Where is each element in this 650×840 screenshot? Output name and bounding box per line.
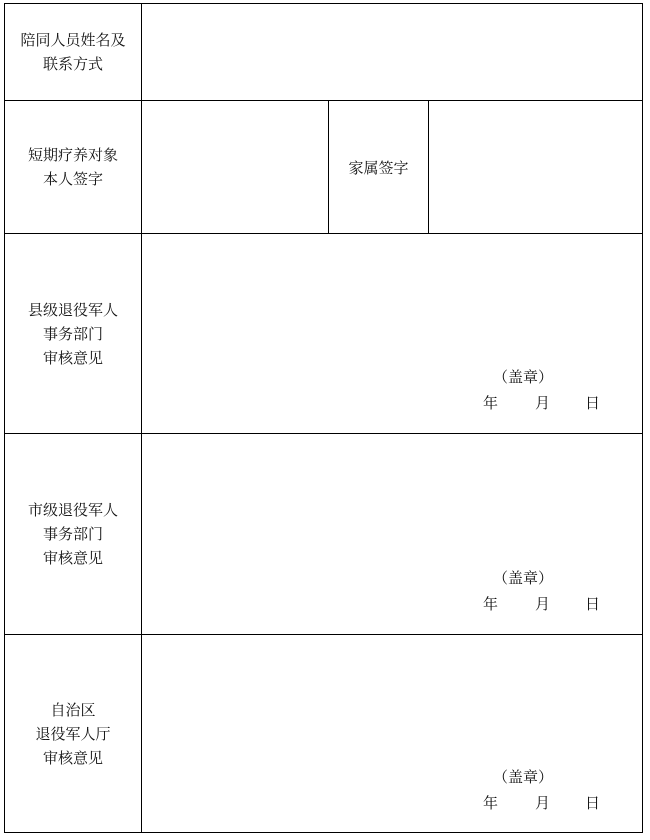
seal-text: （盖章） — [493, 569, 554, 587]
seal-text: （盖章） — [493, 368, 554, 386]
recipient-signature-label — [5, 101, 141, 233]
escort-name-contact-field[interactable] — [142, 4, 642, 100]
label-line: 市级退役军人 — [27, 501, 118, 519]
region-review-opinion-field[interactable] — [142, 635, 642, 832]
date-month-label: 月 — [535, 794, 551, 812]
approval-form-table — [4, 3, 643, 833]
date-month-label: 月 — [535, 595, 551, 613]
date-month-label: 月 — [535, 394, 551, 412]
date-day-label: 日 — [585, 595, 601, 613]
label-line: 本人签字 — [42, 170, 103, 188]
city-review-label — [5, 434, 141, 634]
label-line: 陪同人员姓名及 — [20, 31, 126, 49]
label-line: 县级退役军人 — [27, 300, 118, 319]
region-review-label — [5, 635, 141, 832]
date-day-label: 日 — [585, 794, 601, 812]
seal-text: （盖章） — [493, 768, 554, 786]
date-year-label: 年 — [483, 595, 499, 613]
label-line: 自治区 — [50, 700, 96, 719]
label-line: 审核意见 — [42, 348, 103, 367]
escort-name-contact-label — [5, 4, 141, 100]
label-line: 审核意见 — [42, 549, 103, 567]
date-day-label: 日 — [585, 394, 601, 412]
date-year-label: 年 — [483, 394, 499, 412]
label-line: 退役军人厅 — [35, 724, 111, 743]
label-line: 短期疗养对象 — [27, 146, 118, 164]
family-signature-field[interactable] — [429, 101, 642, 233]
label-line: 事务部门 — [42, 525, 103, 543]
date-year-label: 年 — [483, 794, 499, 812]
family-signature-label: 家属签字 — [348, 158, 409, 177]
recipient-signature-field[interactable] — [142, 101, 328, 233]
label-line: 联系方式 — [42, 55, 103, 73]
county-review-opinion-field[interactable] — [142, 234, 642, 433]
city-review-opinion-field[interactable] — [142, 434, 642, 634]
label-line: 审核意见 — [42, 748, 103, 767]
county-review-label — [5, 234, 141, 433]
label-line: 事务部门 — [42, 324, 103, 343]
